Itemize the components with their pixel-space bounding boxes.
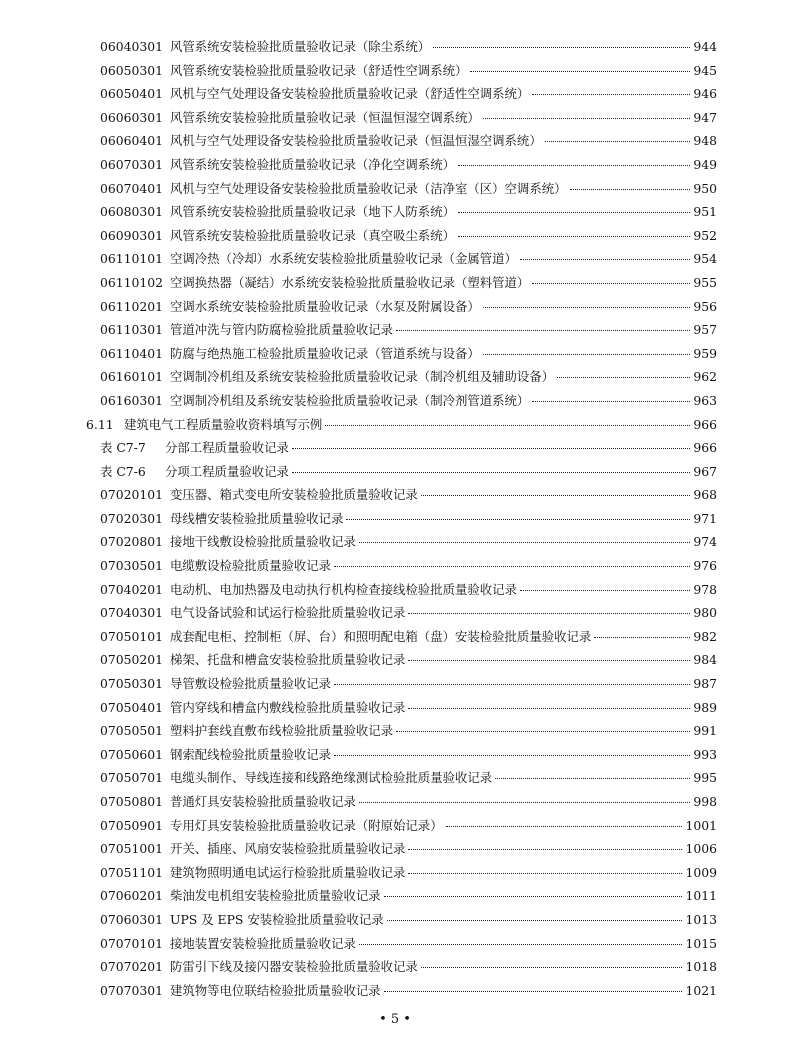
- toc-entry[interactable]: [100, 979, 717, 1003]
- toc-entry-code: 06110401: [100, 345, 164, 361]
- toc-entry-title: 风管系统安装检验批质量验收记录（真空吸尘系统）: [170, 227, 455, 243]
- toc-entry-code: 06060301: [100, 109, 164, 125]
- toc-entry-title: 管内穿线和槽盒内敷线检验批质量验收记录: [170, 699, 406, 715]
- toc-entry[interactable]: [100, 507, 717, 531]
- toc-entry[interactable]: [100, 271, 717, 295]
- dot-leader: [408, 849, 682, 850]
- toc-entry[interactable]: [100, 554, 717, 578]
- page-number: • 5 •: [379, 1012, 411, 1027]
- toc-entry-title: 空调制冷机组及系统安装检验批质量验收记录（制冷剂管道系统）: [170, 392, 530, 408]
- toc-entry-code: 06110301: [100, 322, 164, 338]
- toc-entry[interactable]: [100, 35, 717, 59]
- toc-entry-code: 06160101: [100, 369, 164, 385]
- toc-entry-page: 956: [693, 298, 717, 314]
- table-of-contents: [86, 35, 717, 1002]
- toc-entry-page: 1018: [685, 959, 717, 975]
- dot-leader: [292, 472, 690, 473]
- toc-entry[interactable]: [100, 837, 717, 861]
- toc-entry-title: 风管系统安装检验批质量验收记录（除尘系统）: [170, 39, 431, 54]
- toc-entry-page: 991: [693, 723, 717, 739]
- toc-entry-code: 07040301: [100, 605, 164, 621]
- dot-leader: [408, 660, 690, 661]
- toc-entry-title: 空调冷热（冷却）水系统安装检验批质量验收记录（金属管道）: [170, 251, 517, 267]
- toc-entry-title: 空调水系统安装检验批质量验收记录（水泵及附属设备）: [170, 298, 480, 314]
- toc-entry[interactable]: [100, 790, 717, 814]
- toc-entry-code: 06110102: [100, 274, 164, 290]
- toc-entry[interactable]: [100, 625, 717, 649]
- toc-entry-title: 防雷引下线及接闪器安装检验批质量验收记录: [170, 959, 418, 975]
- toc-entry-page: 959: [693, 345, 717, 361]
- toc-entry[interactable]: [100, 814, 717, 838]
- toc-entry-title: 建筑电气工程质量验收资料填写示例: [124, 416, 323, 432]
- toc-entry-title: 风管系统安装检验批质量验收记录（恒温恒湿空调系统）: [170, 109, 480, 125]
- toc-entry-code: 06040301: [100, 39, 164, 54]
- toc-entry-code: 07050601: [100, 746, 164, 762]
- dot-leader: [408, 873, 682, 874]
- toc-entry-title: 母线槽安装检验批质量验收记录: [170, 510, 344, 526]
- toc-entry-title: 风机与空气处理设备安装检验批质量验收记录（舒适性空调系统）: [170, 86, 530, 102]
- toc-entry-code: 07030501: [100, 558, 164, 574]
- toc-entry-page: 974: [693, 534, 717, 550]
- dot-leader: [495, 778, 690, 779]
- toc-entry-code: 07050401: [100, 699, 164, 715]
- toc-entry[interactable]: [100, 955, 717, 979]
- toc-entry[interactable]: [100, 578, 717, 602]
- toc-entry-code: 07050301: [100, 676, 164, 692]
- toc-entry-code: 06090301: [100, 227, 164, 243]
- dot-leader: [483, 307, 691, 308]
- toc-entry[interactable]: [100, 59, 717, 83]
- toc-entry-code: 06070401: [100, 180, 164, 196]
- dot-leader: [470, 71, 690, 72]
- toc-entry-code: 06160301: [100, 392, 164, 408]
- toc-entry-page: 944: [693, 39, 717, 54]
- toc-entry[interactable]: [100, 82, 717, 106]
- toc-entry-page: 967: [693, 463, 717, 479]
- toc-entry-title: 风机与空气处理设备安装检验批质量验收记录（洁净室（区）空调系统）: [170, 180, 567, 196]
- dot-leader: [334, 684, 690, 685]
- toc-entry-page: 982: [693, 628, 717, 644]
- toc-entry-code: 06070301: [100, 156, 164, 172]
- dot-leader: [483, 354, 691, 355]
- toc-entry[interactable]: [100, 436, 717, 460]
- toc-entry[interactable]: [100, 932, 717, 956]
- toc-section-heading[interactable]: [86, 413, 717, 437]
- toc-entry-page: 995: [693, 770, 717, 786]
- toc-entry[interactable]: [100, 861, 717, 885]
- toc-entry-title: 风机与空气处理设备安装检验批质量验收记录（恒温恒湿空调系统）: [170, 133, 542, 149]
- toc-entry-code: 06080301: [100, 204, 164, 220]
- toc-entry-page: 987: [693, 676, 717, 692]
- toc-entry-page: 1001: [685, 817, 717, 833]
- toc-entry-title: 空调制冷机组及系统安装检验批质量验收记录（制冷机组及辅助设备）: [170, 369, 555, 385]
- dot-leader: [458, 212, 690, 213]
- toc-entry-code: 07050101: [100, 628, 164, 644]
- toc-entry-code: 06050401: [100, 86, 164, 102]
- dot-leader: [458, 236, 690, 237]
- toc-entry-page: 963: [693, 392, 717, 408]
- toc-entry-title: 风管系统安装检验批质量验收记录（地下人防系统）: [170, 204, 455, 220]
- toc-entry-page: 951: [693, 204, 717, 220]
- toc-entry-page: 968: [693, 487, 717, 503]
- toc-entry-code: 6.11: [86, 416, 114, 432]
- toc-entry-code: 表 C7-7: [100, 440, 146, 456]
- toc-entry-page: 1011: [685, 888, 717, 904]
- toc-entry-page: 949: [693, 156, 717, 172]
- toc-entry[interactable]: [100, 719, 717, 743]
- toc-entry-title: 普通灯具安装检验批质量验收记录: [170, 794, 356, 809]
- toc-entry[interactable]: [100, 648, 717, 672]
- toc-entry-page: 948: [693, 133, 717, 149]
- toc-entry[interactable]: [100, 106, 717, 130]
- dot-leader: [384, 896, 683, 897]
- toc-entry-title: 塑料护套线直敷布线检验批质量验收记录: [170, 723, 394, 739]
- dot-leader: [359, 542, 690, 543]
- toc-entry-page: 1009: [685, 864, 717, 880]
- toc-entry-page: 952: [693, 227, 717, 243]
- toc-entry[interactable]: [100, 743, 717, 767]
- dot-leader: [483, 118, 691, 119]
- dot-leader: [334, 755, 690, 756]
- dot-leader: [346, 519, 690, 520]
- toc-entry[interactable]: [100, 342, 717, 366]
- toc-entry-page: 998: [693, 794, 717, 809]
- toc-entry[interactable]: [100, 696, 717, 720]
- dot-leader: [446, 826, 683, 827]
- dot-leader: [458, 165, 690, 166]
- toc-entry-title: 分部工程质量验收记录: [165, 440, 289, 456]
- toc-entry-code: 07070101: [100, 935, 164, 951]
- toc-entry[interactable]: [100, 389, 717, 413]
- dot-leader: [594, 637, 690, 638]
- dot-leader: [570, 189, 691, 190]
- toc-entry-page: 957: [693, 322, 717, 338]
- toc-entry-code: 07051101: [100, 864, 164, 880]
- dot-leader: [520, 590, 690, 591]
- toc-entry-page: 984: [693, 652, 717, 668]
- toc-entry-page: 971: [693, 510, 717, 526]
- toc-entry-page: 955: [693, 274, 717, 290]
- toc-entry[interactable]: [100, 908, 717, 932]
- toc-entry[interactable]: [100, 672, 717, 696]
- toc-entry-page: 966: [693, 416, 717, 432]
- toc-entry-page: 1021: [685, 982, 717, 998]
- toc-entry-page: 947: [693, 109, 717, 125]
- dot-leader: [408, 708, 690, 709]
- toc-entry-page: 1015: [685, 935, 717, 951]
- toc-entry-title: 电缆敷设检验批质量验收记录: [170, 558, 332, 574]
- dot-leader: [387, 920, 683, 921]
- dot-leader: [557, 377, 690, 378]
- toc-entry-title: 导管敷设检验批质量验收记录: [170, 676, 332, 692]
- toc-entry-code: 07050901: [100, 817, 164, 833]
- toc-entry[interactable]: [100, 177, 717, 201]
- toc-entry[interactable]: [100, 601, 717, 625]
- toc-entry-title: 柴油发电机组安装检验批质量验收记录: [170, 888, 381, 904]
- toc-entry[interactable]: [100, 224, 717, 248]
- dot-leader: [520, 259, 690, 260]
- toc-entry-code: 07050201: [100, 652, 164, 668]
- toc-entry[interactable]: [100, 318, 717, 342]
- dot-leader: [384, 991, 683, 992]
- toc-entry-title: UPS 及 EPS 安装检验批质量验收记录: [170, 911, 384, 927]
- toc-entry-page: 1013: [685, 911, 717, 927]
- toc-entry[interactable]: [100, 129, 717, 153]
- toc-entry-title: 分项工程质量验收记录: [165, 463, 289, 479]
- toc-entry-title: 电缆头制作、导线连接和线路绝缘测试检验批质量验收记录: [170, 770, 493, 786]
- toc-entry-code: 07070201: [100, 959, 164, 975]
- toc-entry[interactable]: [100, 153, 717, 177]
- toc-entry-title: 管道冲洗与管内防腐检验批质量验收记录: [170, 322, 394, 338]
- toc-entry-title: 空调换热器（凝结）水系统安装检验批质量验收记录（塑料管道）: [170, 274, 530, 290]
- toc-entry-code: 07040201: [100, 581, 164, 597]
- toc-entry-title: 变压器、箱式变电所安装检验批质量验收记录: [170, 487, 418, 503]
- toc-entry-page: 966: [693, 440, 717, 456]
- toc-entry[interactable]: [100, 365, 717, 389]
- toc-entry-code: 07070301: [100, 982, 164, 998]
- dot-leader: [421, 967, 683, 968]
- toc-entry[interactable]: [100, 530, 717, 554]
- toc-entry-page: 989: [693, 699, 717, 715]
- toc-entry-title: 钢索配线检验批质量验收记录: [170, 746, 332, 762]
- dot-leader: [433, 47, 690, 48]
- toc-entry-code: 07020301: [100, 510, 164, 526]
- toc-entry-page: 1006: [685, 841, 717, 857]
- toc-entry[interactable]: [100, 483, 717, 507]
- dot-leader: [532, 283, 690, 284]
- toc-entry-title: 电动机、电加热器及电动执行机构检查接线检验批质量验收记录: [170, 581, 517, 597]
- toc-entry-code: 06050301: [100, 62, 164, 78]
- toc-entry-title: 开关、插座、风扇安装检验批质量验收记录: [170, 841, 406, 857]
- toc-entry-page: 962: [693, 369, 717, 385]
- toc-entry-title: 专用灯具安装检验批质量验收记录（附原始记录）: [170, 817, 443, 833]
- toc-entry-page: 954: [693, 251, 717, 267]
- toc-entry-code: 07050801: [100, 794, 164, 809]
- dot-leader: [532, 401, 690, 402]
- toc-entry-page: 980: [693, 605, 717, 621]
- toc-entry-code: 07060201: [100, 888, 164, 904]
- toc-entry-code: 07060301: [100, 911, 164, 927]
- dot-leader: [532, 94, 690, 95]
- toc-entry-code: 07050701: [100, 770, 164, 786]
- dot-leader: [396, 330, 690, 331]
- toc-entry-title: 风管系统安装检验批质量验收记录（净化空调系统）: [170, 156, 455, 172]
- toc-entry[interactable]: [100, 460, 717, 484]
- dot-leader: [325, 425, 690, 426]
- toc-entry-code: 07051001: [100, 841, 164, 857]
- toc-entry[interactable]: [100, 884, 717, 908]
- toc-entry-code: 06060401: [100, 133, 164, 149]
- dot-leader: [408, 613, 690, 614]
- toc-entry-title: 防腐与绝热施工检验批质量验收记录（管道系统与设备）: [170, 345, 480, 361]
- toc-entry-title: 风管系统安装检验批质量验收记录（舒适性空调系统）: [170, 62, 468, 78]
- toc-entry-title: 成套配电柜、控制柜（屏、台）和照明配电箱（盘）安装检验批质量验收记录: [170, 628, 592, 644]
- dot-leader: [545, 141, 691, 142]
- toc-entry[interactable]: [100, 200, 717, 224]
- toc-entry-code: 表 C7-6: [100, 463, 146, 479]
- toc-entry-page: 978: [693, 581, 717, 597]
- toc-entry[interactable]: [100, 766, 717, 790]
- dot-leader: [396, 731, 690, 732]
- toc-entry-page: 976: [693, 558, 717, 574]
- toc-entry-title: 接地装置安装检验批质量验收记录: [170, 935, 356, 951]
- toc-entry-code: 06110101: [100, 251, 164, 267]
- toc-entry-code: 07050501: [100, 723, 164, 739]
- toc-entry-title: 建筑物等电位联结检验批质量验收记录: [170, 982, 381, 998]
- toc-entry-title: 电气设备试验和试运行检验批质量验收记录: [170, 605, 406, 621]
- toc-entry-code: 07020101: [100, 487, 164, 503]
- toc-entry-title: 梯架、托盘和槽盒安装检验批质量验收记录: [170, 652, 406, 668]
- toc-entry[interactable]: [100, 247, 717, 271]
- toc-entry-page: 950: [693, 180, 717, 196]
- toc-entry-page: 993: [693, 746, 717, 762]
- toc-entry-title: 接地干线敷设检验批质量验收记录: [170, 534, 356, 550]
- dot-leader: [359, 802, 690, 803]
- toc-entry-title: 建筑物照明通电试运行检验批质量验收记录: [170, 864, 406, 880]
- dot-leader: [334, 566, 690, 567]
- toc-entry-page: 946: [693, 86, 717, 102]
- dot-leader: [359, 944, 683, 945]
- dot-leader: [421, 495, 691, 496]
- toc-entry-code: 07020801: [100, 534, 164, 550]
- dot-leader: [292, 448, 690, 449]
- toc-entry-page: 945: [693, 62, 717, 78]
- toc-entry[interactable]: [100, 295, 717, 319]
- toc-entry-code: 06110201: [100, 298, 164, 314]
